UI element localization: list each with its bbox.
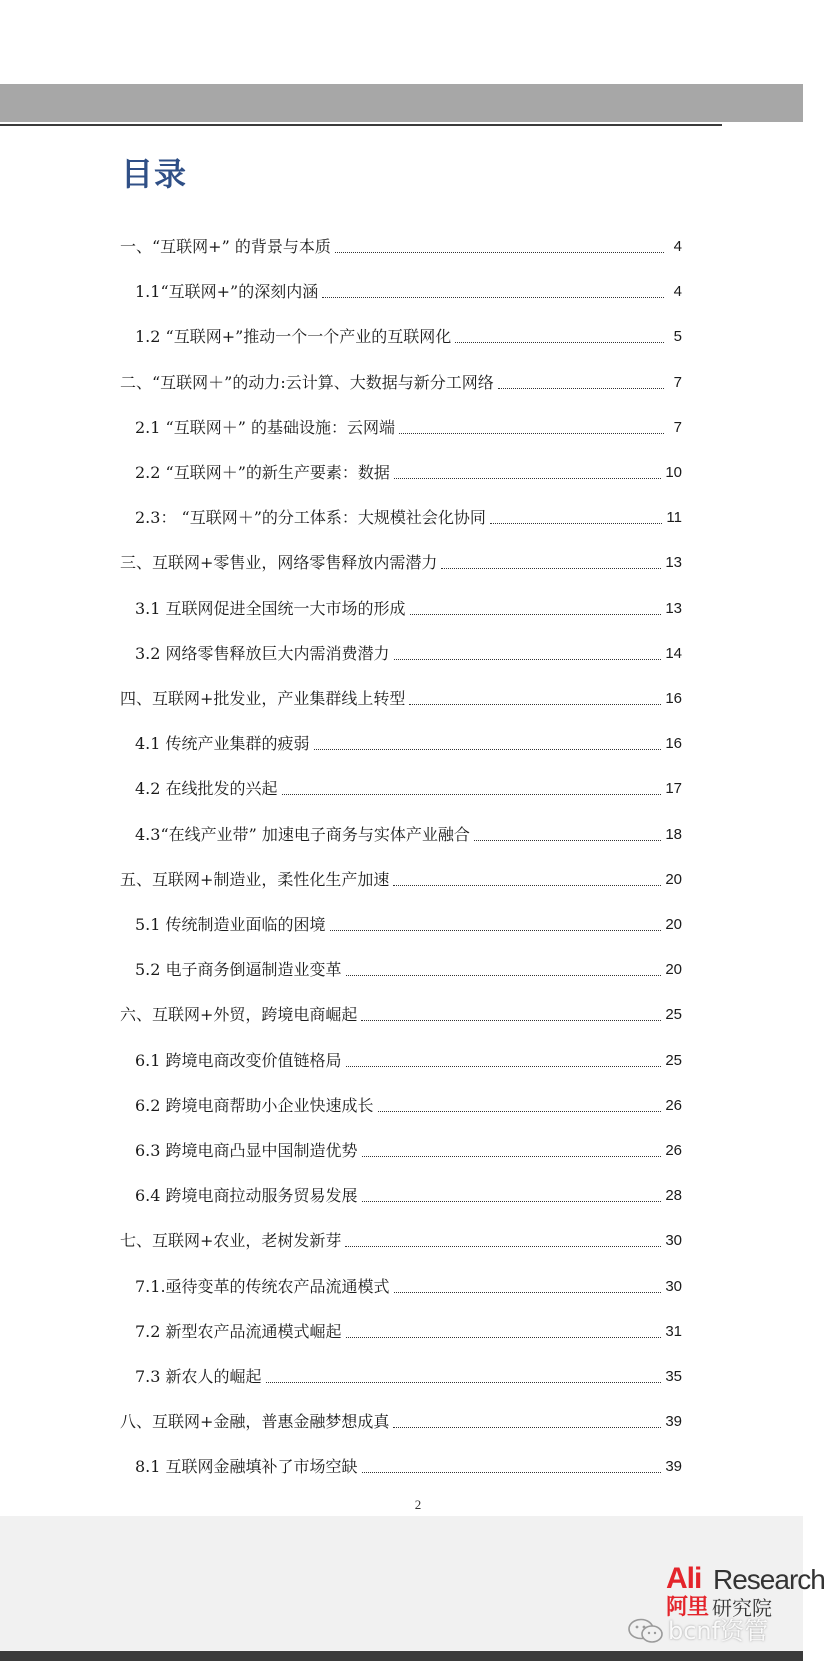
toc-leader-dots xyxy=(346,1337,662,1338)
header-rule xyxy=(0,124,722,126)
toc-entry xyxy=(120,863,682,891)
toc-leader-dots xyxy=(410,614,662,615)
toc-entry xyxy=(135,1179,682,1207)
toc-entry-page: 16 xyxy=(665,690,682,707)
toc-entry xyxy=(135,637,682,665)
toc-entry-title: 2.2 “互联网＋”的新生产要素：数据 xyxy=(135,463,390,482)
toc-leader-dots xyxy=(362,1201,662,1202)
toc-entry-page: 30 xyxy=(665,1232,682,1249)
toc-entry-page: 5 xyxy=(673,328,682,345)
toc-entry-title: 5.1 传统制造业面临的困境 xyxy=(135,915,326,934)
toc-entry-title: 二、“互联网＋”的动力:云计算、大数据与新分工网络 xyxy=(120,373,494,392)
toc-entry-page: 25 xyxy=(665,1052,682,1069)
toc-leader-dots xyxy=(409,704,661,705)
toc-entry-title: 1.2 “互联网+”推动一个一个产业的互联网化 xyxy=(135,327,452,346)
page-number: 2 xyxy=(414,1497,422,1512)
toc-entry-title: 5.2 电子商务倒逼制造业变革 xyxy=(135,960,342,979)
toc-entry-title: 1.1“互联网+”的深刻内涵 xyxy=(135,282,319,301)
toc-leader-dots xyxy=(393,885,661,886)
toc-entry-page: 20 xyxy=(665,916,682,933)
watermark-text: bcnf资管 xyxy=(668,1617,769,1645)
toc-entry xyxy=(135,1315,682,1343)
toc-leader-dots xyxy=(378,1111,662,1112)
toc-entry-page: 18 xyxy=(665,826,682,843)
toc-entry-page: 7 xyxy=(673,374,682,391)
toc-entry xyxy=(120,366,682,394)
toc-entry-title: 2.1 “互联网＋” 的基础设施：云网端 xyxy=(135,418,395,437)
toc-entry-page: 39 xyxy=(665,1458,682,1475)
toc-entry-page: 26 xyxy=(665,1142,682,1159)
toc-entry-title: 6.2 跨境电商帮助小企业快速成长 xyxy=(135,1096,374,1115)
toc-entry xyxy=(135,592,682,620)
toc-entry-title: 7.2 新型农产品流通模式崛起 xyxy=(135,1322,342,1341)
toc-entry-title: 3.1 互联网促进全国统一大市场的形成 xyxy=(135,599,406,618)
toc-entry xyxy=(135,818,682,846)
toc-leader-dots xyxy=(474,840,661,841)
toc-leader-dots xyxy=(394,478,661,479)
logo-ali-text: Ali xyxy=(666,1562,702,1595)
toc-leader-dots xyxy=(362,1156,662,1157)
toc-entry-title: 一、“互联网+” 的背景与本质 xyxy=(120,237,331,256)
toc-entry xyxy=(135,953,682,981)
toc-entry xyxy=(135,1450,682,1478)
toc-entry-title: 4.2 在线批发的兴起 xyxy=(135,779,278,798)
toc-entry-title: 7.1.亟待变革的传统农产品流通模式 xyxy=(135,1277,390,1296)
toc-entry xyxy=(135,1360,682,1388)
toc-entry-title: 四、互联网+批发业，产业集群线上转型 xyxy=(120,689,406,708)
toc-entry xyxy=(135,727,682,755)
toc-leader-dots xyxy=(441,568,661,569)
toc-leader-dots xyxy=(345,1246,661,1247)
toc-entry-page: 17 xyxy=(665,780,682,797)
toc-entry-page: 10 xyxy=(665,464,682,481)
toc-entry-page: 39 xyxy=(665,1413,682,1430)
toc-entry-page: 4 xyxy=(673,238,682,255)
toc-entry-title: 六、互联网+外贸，跨境电商崛起 xyxy=(120,1005,358,1024)
toc-entry xyxy=(120,1224,682,1252)
toc-leader-dots xyxy=(393,1427,661,1428)
toc-entry-page: 7 xyxy=(673,419,682,436)
toc-entry-title: 2.3： “互联网＋”的分工体系：大规模社会化协同 xyxy=(135,508,486,527)
logo-cn-red-text: 阿里 xyxy=(666,1595,709,1620)
toc-entry-title: 6.1 跨境电商改变价值链格局 xyxy=(135,1051,342,1070)
toc-leader-dots xyxy=(394,659,662,660)
header-band xyxy=(0,84,803,122)
toc-leader-dots xyxy=(322,297,664,298)
toc-leader-dots xyxy=(346,975,662,976)
toc-leader-dots xyxy=(490,523,663,524)
toc-entry-page: 35 xyxy=(665,1368,682,1385)
toc-entry xyxy=(120,230,682,258)
toc-entry-page: 30 xyxy=(665,1278,682,1295)
toc-leader-dots xyxy=(282,794,662,795)
toc-leader-dots xyxy=(314,749,662,750)
toc-leader-dots xyxy=(361,1020,661,1021)
toc-entry xyxy=(135,772,682,800)
toc-entry-page: 26 xyxy=(665,1097,682,1114)
toc-entry-title: 五、互联网+制造业，柔性化生产加速 xyxy=(120,870,390,889)
toc-entry-page: 13 xyxy=(665,600,682,617)
toc-entry-title: 3.2 网络零售释放巨大内需消费潜力 xyxy=(135,644,390,663)
toc-leader-dots xyxy=(399,433,664,434)
toc-entry xyxy=(135,275,682,303)
toc-entry-page: 13 xyxy=(665,554,682,571)
toc-entry-title: 7.3 新农人的崛起 xyxy=(135,1367,262,1386)
logo-cn-gray-text: 研究院 xyxy=(712,1596,772,1620)
toc-entry-title: 4.3“在线产业带” 加速电子商务与实体产业融合 xyxy=(135,825,470,844)
toc-entry-title: 八、互联网+金融，普惠金融梦想成真 xyxy=(120,1412,390,1431)
toc-entry-page: 14 xyxy=(665,645,682,662)
toc-entry xyxy=(120,998,682,1026)
toc-leader-dots xyxy=(335,252,664,253)
toc-leader-dots xyxy=(498,388,664,389)
toc-entry-page: 20 xyxy=(665,961,682,978)
logo-research-text: Research xyxy=(713,1564,825,1595)
toc-entry xyxy=(135,501,682,529)
toc-entry xyxy=(120,1405,682,1433)
toc-entry xyxy=(135,1089,682,1117)
toc-entry-page: 16 xyxy=(665,735,682,752)
toc-entry-page: 25 xyxy=(665,1006,682,1023)
wechat-icon xyxy=(626,1617,666,1645)
toc-entry-page: 11 xyxy=(666,509,682,526)
toc-leader-dots xyxy=(455,342,664,343)
toc-entry-page: 28 xyxy=(665,1187,682,1204)
toc-entry xyxy=(135,1134,682,1162)
toc-entry xyxy=(135,908,682,936)
toc-leader-dots xyxy=(362,1472,662,1473)
toc-entry xyxy=(120,546,682,574)
toc-leader-dots xyxy=(330,930,662,931)
toc-entry xyxy=(135,411,682,439)
toc-entry-title: 4.1 传统产业集群的疲弱 xyxy=(135,734,310,753)
toc-entry xyxy=(135,1044,682,1072)
toc-entry-title: 6.3 跨境电商凸显中国制造优势 xyxy=(135,1141,358,1160)
toc-entry-title: 6.4 跨境电商拉动服务贸易发展 xyxy=(135,1186,358,1205)
footer-bar xyxy=(0,1651,803,1661)
toc-entry-title: 8.1 互联网金融填补了市场空缺 xyxy=(135,1457,358,1476)
toc-entry-page: 31 xyxy=(665,1323,682,1340)
toc-entry xyxy=(120,682,682,710)
toc-entry-page: 4 xyxy=(673,283,682,300)
toc-heading: 目录 xyxy=(121,155,188,193)
toc-leader-dots xyxy=(266,1382,662,1383)
toc-entry-title: 三、互联网+零售业，网络零售释放内需潜力 xyxy=(120,553,438,572)
toc-entry xyxy=(135,456,682,484)
toc-leader-dots xyxy=(394,1292,662,1293)
toc-entry xyxy=(135,320,682,348)
toc-entry-title: 七、互联网+农业，老树发新芽 xyxy=(120,1231,342,1250)
toc-entry xyxy=(135,1270,682,1298)
toc-leader-dots xyxy=(346,1066,662,1067)
toc-entry-page: 20 xyxy=(665,871,682,888)
